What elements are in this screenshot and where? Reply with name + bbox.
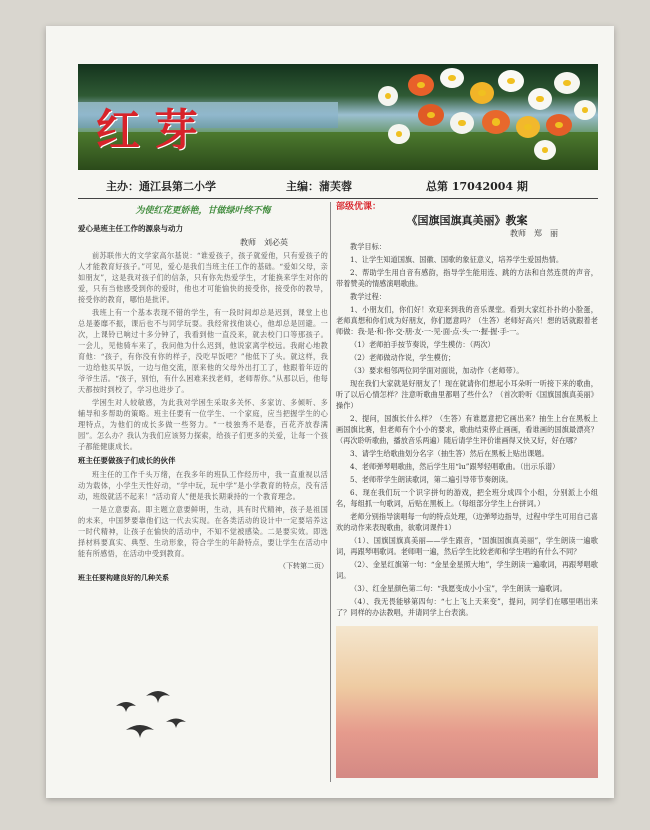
flower-icon [554, 72, 580, 94]
flower-icon [418, 104, 444, 126]
practice-item: （3）、红金星颜色第二句：“我愿变成小小宝”，学生朗读一遍歌词。 [350, 584, 567, 593]
objective-item: 1、让学生知道国旗、国徽、国歌的象征意义，培养学生爱国热情。 [350, 255, 564, 264]
process-step: 现在我们大家就是好朋友了！现在就请你们想起小耳朵听一听接下来的歌曲，听了以后心情怎样？注意听歌曲里都唱了些什么？（首次聆听《国旗国旗真美丽》操作） [336, 379, 598, 410]
flower-icon [378, 86, 398, 106]
objective-label: 教学目标： [350, 242, 386, 251]
continued-note: （下转第二页） [279, 562, 328, 570]
flower-icon [408, 74, 434, 96]
process-step: 1、小朋友们，你们好！欢迎来到我的音乐课堂。看到大家红扑扑的小脸蛋，老师真想和你们成为好朋友，你们愿意吗？（生答）老师好高兴！想的话就跟着老师做：我·是·和·你·交·朋·友·一·见·面·点·头·一·握·握·手·一。 [336, 305, 598, 336]
subhead-companion: 班主任要做孩子们成长的伙伴 [78, 456, 176, 465]
process-step: 4、老师弹琴唱歌曲，然后学生用“lu”跟琴轻唱歌曲。（出示乐谱） [350, 462, 560, 471]
section-label: 部级优课： [336, 202, 382, 212]
flower-icon [440, 68, 464, 88]
flower-icon [450, 112, 474, 134]
process-step: 2、提问，国旗长什么样？（生答）有谁愿意把它画出来？抽生上台在黑板上画国旗比赛，但老师有个小小的要求，歌曲结束停止画画，看谁画的国旗最漂亮？（再次聆听歌曲，播放音乐两遍）随后请学生评价谁画得又快又好，好在哪？ [336, 414, 598, 445]
paragraph: 学困生对人较敏感，为此我对学困生采取多关怀、多家访、多倾听、多辅导和多帮助的策略。班主任要有一位学生、一个家庭，应当把握学生的心理特点，为他们的成长多做一些努力。“一枝独秀不是春，百花齐放春满园”。怎么办？我认为我们应该努力探索，给孩子们更多的关爱，让每一个孩子都能健康成长。 [78, 398, 328, 451]
masthead-title: 红芽 [96, 105, 212, 156]
flower-icon [534, 140, 556, 160]
flower-icon [388, 124, 410, 144]
masthead-info-row [106, 178, 586, 198]
objective-item: 2、帮助学生用自音有感韵，指导学生能用连、跳的方法和自然连贯的声音，带着赞美的情感演唱歌曲。 [336, 268, 598, 288]
column-divider [330, 202, 331, 782]
flower-icon [482, 110, 510, 134]
swallows-illustration [106, 686, 206, 750]
flower-icon [516, 116, 540, 138]
header-divider [78, 198, 598, 199]
process-step: 3、请学生给歌曲划分名字（抽生答）然后在黑板上贴出课题。 [350, 449, 549, 458]
flower-icon [470, 82, 494, 104]
practice-item: 老师分别指导演唱每一句的特点处理，（边弹琴边指导，过程中学生可用自己喜欢的动作来表现歌曲，欲歌词课件1） [336, 512, 598, 532]
author-left: 教师 刘必英 [240, 238, 288, 247]
flower-icon [546, 114, 572, 136]
issue-number: 总第 17042004 期 [426, 180, 528, 193]
process-step: （1）老师拍手按节奏说，学生模仿：（两次） [350, 340, 495, 349]
process-step: （2）老师做动作说，学生模仿； [350, 353, 456, 362]
left-column [78, 202, 328, 762]
editor-text: 主编：蒲芙蓉 [286, 180, 352, 193]
flower-icon [498, 70, 524, 92]
process-label: 教学过程： [350, 292, 386, 301]
right-column [336, 202, 598, 782]
masthead-banner [78, 64, 598, 170]
paragraph: 前苏联伟大的文学家高尔基说：“谁爱孩子，孩子就爱他，只有爱孩子的人才能教育好孩子。”可见，爱心是我们当班主任工作的基础。“爱如父母，亲如朋友”，这是我对孩子们的信条，只有你先热爱学生，才能换来学生对你的爱，只有当他感受到你的爱时，他也才可能愉快的接受你，接受你的教导，接受你的教育，哪怕是批评。 [78, 251, 328, 304]
bottom-subhead: 班主任要构建良好的几种关系 [78, 573, 169, 582]
article-title-left: 爱心是班主任工作的源泉与动力 [78, 224, 183, 233]
process-step: （3）要求相邻两位同学面对面说，加动作（老师带）。 [350, 366, 524, 375]
process-step: 5、老师带学生朗读歌词，第二遍引导带节奏朗读。 [350, 475, 513, 484]
paragraph: 班主任的工作千头万绪，在我多年的班队工作经历中，我一直重视以活动为载体，小学生天性好动，“学中玩，玩中学”是小学教育的特点，没有活动，班级就活不起来！“活动育人”便是我长期秉持的一个教育理念。 [78, 470, 328, 501]
article-title-right: 《国旗国旗真美丽》教案 [406, 214, 528, 227]
paragraph: 一是立意要高。即主题立意要鲜明，生动，具有时代精神，孩子是祖国的未来，中国梦要靠他们这一代去实现。在各类活动的设计中一定要培养这一时代精神，让孩子在愉快的活动中，不知不觉被感染。二是要实效。即选择材料要真实、典型、生动形象，符合学生的年龄特点，要让学生在活动中能有所感悟，在活动中受到教育。 [78, 505, 328, 558]
flower-icon [574, 100, 596, 120]
paragraph: 我班上有一个基本表现不错的学生，有一段时间却总是迟到，课堂上也总是萎靡不振，课后也不与同学玩耍。我经常找他谈心，他却总是回避。一次，上课铃已响过十多分钟了，我看到他一直没来，就去校门口等那孩子。一会儿，见他骑车来了，我问他为什么迟到，他说家离学校远。我耐心地教育他：“孩子，有你没有你的样子，没吃早饭吧？”他低下了头。就这样，我一边给他买早饭，一边与他交流，原来他的父母外出打工了，他跟着年迈的爷爷生活。“孩子，别怕，有什么困难来找老师，老师帮你。”从那以后，他每天都按时到校了，学习也进步了。 [78, 308, 328, 394]
practice-item: （4）、我无畏能够第四句：“七上飞上天来变”，提问，同学们在哪里唱出来了？同样的办法教唱，并请同学上台表演。 [336, 597, 598, 617]
newspaper-page [46, 26, 614, 798]
slogan: 为使红花更娇艳，甘做绿叶终不悔 [135, 206, 271, 216]
practice-item: （1）、国旗国旗真美丽——学生跟音，“国旗国旗真美丽”，学生朗读一遍歌词，再跟琴唱歌词。老师唱一遍，然后学生比较老师和学生唱的有什么不同？ [336, 536, 598, 556]
author-right: 教师 郑 丽 [510, 229, 558, 238]
process-step: 6、现在我们玩一个识字拼句的游戏，把全班分成四个小组，分别派上小组名，每组抓一句歌词，后贴在黑板上。（每组部分学生上台拼词。） [336, 488, 598, 508]
flower-icon [528, 88, 552, 110]
sponsor-text: 主办：通江县第二小学 [106, 180, 216, 193]
practice-item: （2）、金星红旗第一句：“金星金星照大地”，学生朗读一遍歌词，再跟琴唱歌词。 [336, 560, 598, 580]
